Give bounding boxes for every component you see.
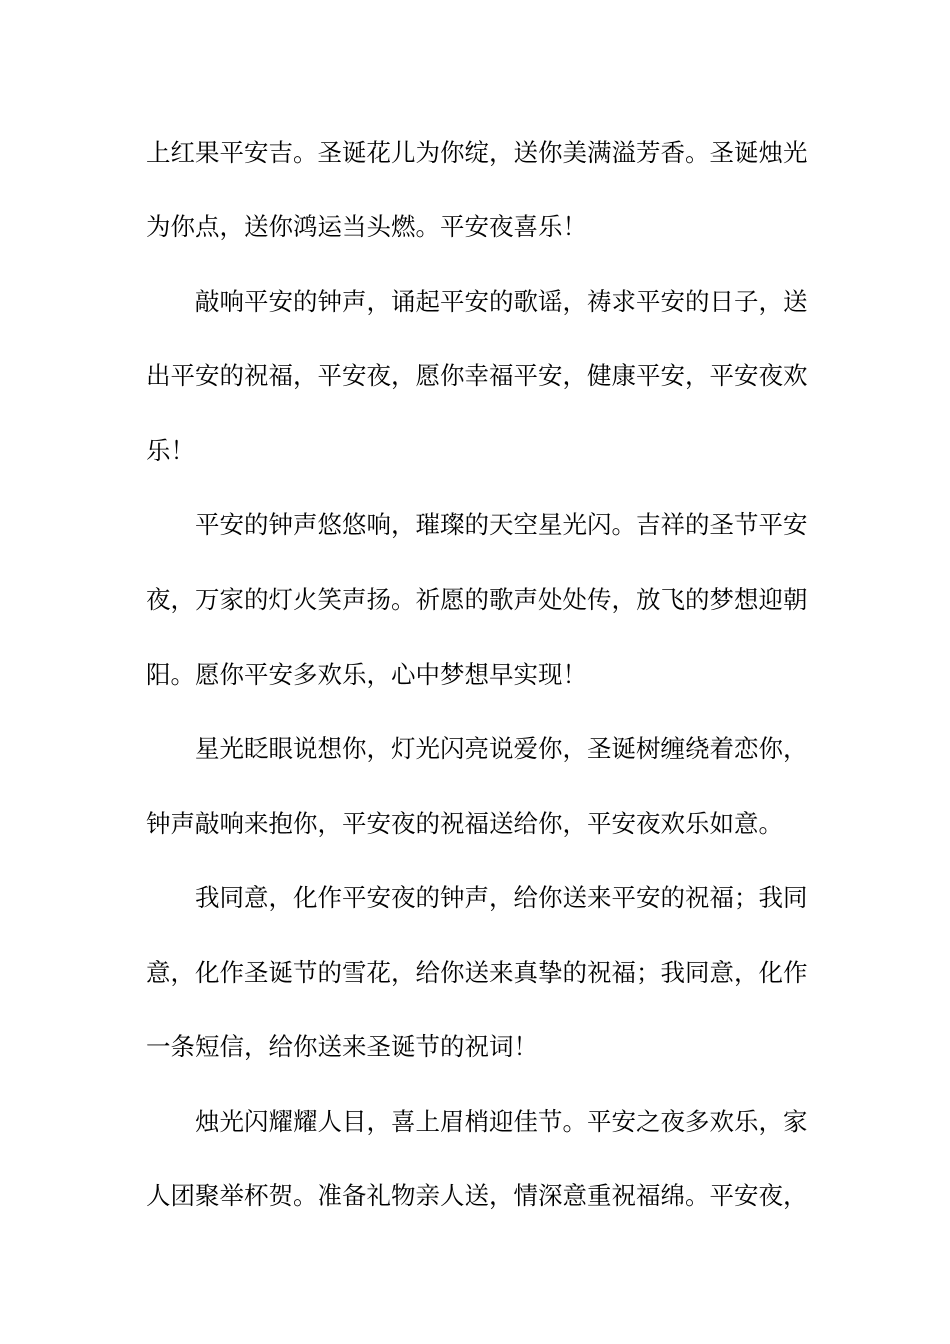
text-line: 人团聚举杯贺。准备礼物亲人送，情深意重祝福绵。平安夜，: [146, 1181, 808, 1210]
paragraph-first-line: 敲响平安的钟声，诵起平安的歌谣，祷求平安的日子，送: [195, 287, 808, 316]
paragraph-first-line: 烛光闪耀耀人目，喜上眉梢迎佳节。平安之夜多欢乐，家: [195, 1107, 808, 1136]
text-line: 阳。愿你平安多欢乐，心中梦想早实现！: [146, 660, 587, 689]
paragraph-first-line: 我同意，化作平安夜的钟声，给你送来平安的祝福；我同: [195, 883, 808, 912]
text-line: 为你点，送你鸿运当头燃。平安夜喜乐！: [146, 212, 587, 241]
text-line: 钟声敲响来抱你，平安夜的祝福送给你，平安夜欢乐如意。: [146, 809, 783, 838]
text-line: 一条短信，给你送来圣诞节的祝词！: [146, 1032, 538, 1061]
paragraph-first-line: 平安的钟声悠悠响，璀璨的天空星光闪。吉祥的圣节平安: [195, 510, 808, 539]
text-line: 乐！: [146, 436, 195, 465]
paragraph-first-line: 星光眨眼说想你，灯光闪亮说爱你，圣诞树缠绕着恋你，: [195, 734, 808, 763]
text-line: 夜，万家的灯火笑声扬。祈愿的歌声处处传，放飞的梦想迎朝: [146, 585, 808, 614]
text-line: 意，化作圣诞节的雪花，给你送来真挚的祝福；我同意，化作: [146, 958, 808, 987]
text-line: 出平安的祝福，平安夜，愿你幸福平安，健康平安，平安夜欢: [146, 361, 808, 390]
text-line: 上红果平安吉。圣诞花儿为你绽，送你美满溢芳香。圣诞烛光: [146, 138, 808, 167]
